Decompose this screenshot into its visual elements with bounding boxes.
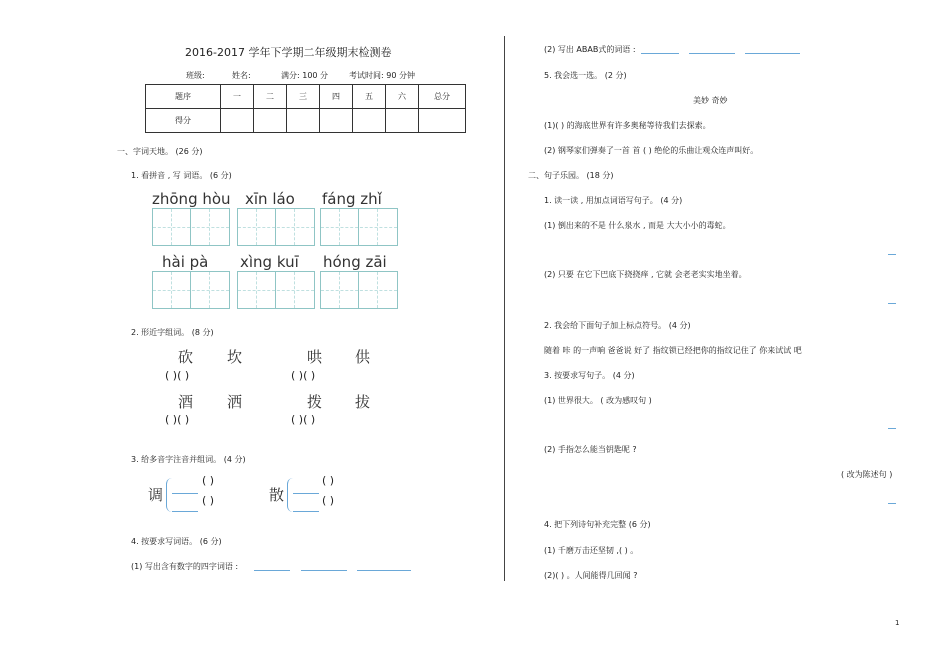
answer-line[interactable] (888, 503, 896, 504)
table-row (146, 109, 466, 133)
pinyin-label: zhōng hòu (152, 190, 231, 208)
score-cell[interactable] (254, 109, 287, 133)
similar-char: 酒 (178, 393, 194, 411)
table-cell: 二 (254, 85, 287, 109)
score-cell[interactable] (386, 109, 419, 133)
question-4: 4. 按要求写词语。 (6 分) (131, 537, 222, 546)
question-3: 3. 给多音字注音并组词。 (4 分) (131, 455, 246, 464)
score-cell[interactable] (221, 109, 254, 133)
answer-line[interactable] (254, 570, 290, 571)
question-5-1: (1)( ) 的海底世界有许多奥秘等待我们去探索。 (544, 121, 711, 130)
answer-blank[interactable]: ( )( ) (165, 369, 190, 382)
answer-line[interactable] (888, 254, 896, 255)
pinyin-line[interactable] (172, 493, 198, 494)
question-r4-2: (2)( ) 。人间能得几回闻 ? (544, 571, 638, 580)
similar-char: 哄 (307, 348, 323, 366)
answer-line[interactable] (888, 303, 896, 304)
question-r3-1: (1) 世界很大。 ( 改为感叹句 ) (544, 396, 652, 405)
pinyin-label: xīn láo (245, 190, 295, 208)
answer-blank[interactable]: ( )( ) (291, 413, 316, 426)
brace-icon (166, 478, 173, 512)
question-r1-2: (2) 只要 在它下巴底下挠挠痒 , 它就 会老老实实地坐着。 (544, 270, 747, 279)
info-score: 满分: 100 分 (281, 71, 329, 80)
score-table (145, 84, 466, 133)
answer-blank[interactable]: ( ) (322, 474, 335, 487)
similar-char: 拨 (307, 393, 323, 411)
score-cell[interactable] (353, 109, 386, 133)
similar-char: 洒 (227, 393, 243, 411)
question-5-2: (2) 钢琴家们弹奏了一首 首 ( ) 绝伦的乐曲让观众连声叫好。 (544, 146, 759, 155)
answer-blank[interactable]: ( )( ) (165, 413, 190, 426)
info-time: 考试时间: 90 分钟 (349, 71, 415, 80)
question-4-1: (1) 写出含有数字的四字词语 : (131, 562, 239, 571)
pinyin-label: fáng zhǐ (322, 190, 382, 208)
answer-line[interactable] (745, 53, 800, 54)
similar-char: 供 (355, 348, 371, 366)
question-4-2: (2) 写出 ABAB式的词语 : (544, 45, 636, 54)
answer-line[interactable] (641, 53, 679, 54)
answer-line[interactable] (689, 53, 735, 54)
answer-line[interactable] (357, 570, 411, 571)
question-r4-1: (1) 千磨万击还坚韧 ,( ) 。 (544, 546, 639, 555)
score-cell[interactable] (320, 109, 353, 133)
table-cell: 题序 (146, 85, 221, 109)
answer-line[interactable] (888, 428, 896, 429)
info-class: 班级: (186, 71, 205, 80)
question-r1: 1. 读一读 , 用加点词语写句子。 (4 分) (544, 196, 683, 205)
answer-blank[interactable]: ( ) (322, 494, 335, 507)
answer-blank[interactable]: ( ) (202, 474, 215, 487)
table-cell: 四 (320, 85, 353, 109)
score-cell[interactable] (419, 109, 466, 133)
writing-grid[interactable] (320, 271, 398, 309)
polyphonic-char: 调 (148, 486, 164, 504)
question-r3-2: (2) 手指怎么能当钥匙呢 ? (544, 445, 637, 454)
answer-blank[interactable]: ( ) (202, 494, 215, 507)
info-name: 姓名: (232, 71, 251, 80)
page-number: 1 (895, 619, 900, 627)
score-cell[interactable] (287, 109, 320, 133)
question-r1-1: (1) 倒出来的不是 什么泉水 , 而是 大大小小的毒蛇。 (544, 221, 731, 230)
writing-grid[interactable] (320, 208, 398, 246)
question-5: 5. 我会选一选。 (2 分) (544, 71, 627, 80)
table-cell: 总分 (419, 85, 466, 109)
answer-blank[interactable]: ( )( ) (291, 369, 316, 382)
column-divider (504, 36, 505, 581)
word-choices: 美妙 奇妙 (693, 96, 728, 105)
answer-line[interactable] (301, 570, 347, 571)
pinyin-label: xìng kuī (240, 253, 299, 271)
similar-char: 坎 (227, 348, 243, 366)
section-2-heading: 二、句子乐园。 (18 分) (528, 171, 614, 180)
similar-char: 拔 (355, 393, 371, 411)
punctuation-sentence: 随着 咔 的一声响 爸爸说 好了 指纹锁已经把你的指纹记住了 你来试试 吧 (544, 346, 802, 355)
table-cell: 五 (353, 85, 386, 109)
pinyin-line[interactable] (293, 511, 319, 512)
writing-grid[interactable] (152, 271, 230, 309)
brace-icon (287, 478, 294, 512)
table-cell: 一 (221, 85, 254, 109)
question-2: 2. 形近字组词。 (8 分) (131, 328, 214, 337)
question-1: 1. 看拼音 , 写 词语。 (6 分) (131, 171, 232, 180)
pinyin-line[interactable] (172, 511, 198, 512)
question-r4: 4. 把下列诗句补充完整 (6 分) (544, 520, 651, 529)
polyphonic-char: 散 (269, 486, 285, 504)
table-cell: 得分 (146, 109, 221, 133)
similar-char: 砍 (178, 348, 194, 366)
question-r2: 2. 我会给下面句子加上标点符号。 (4 分) (544, 321, 691, 330)
writing-grid[interactable] (237, 208, 315, 246)
question-r3-2-note: ( 改为陈述句 ) (841, 470, 893, 479)
writing-grid[interactable] (152, 208, 230, 246)
page-title: 2016-2017 学年下学期二年级期末检测卷 (185, 46, 392, 59)
table-row (146, 85, 466, 109)
pinyin-label: hài pà (162, 253, 209, 271)
pinyin-line[interactable] (293, 493, 319, 494)
pinyin-label: hóng zāi (323, 253, 387, 271)
table-cell: 三 (287, 85, 320, 109)
section-1-heading: 一、字词天地。 (26 分) (117, 147, 203, 156)
writing-grid[interactable] (237, 271, 315, 309)
table-cell: 六 (386, 85, 419, 109)
question-r3: 3. 按要求写句子。 (4 分) (544, 371, 635, 380)
